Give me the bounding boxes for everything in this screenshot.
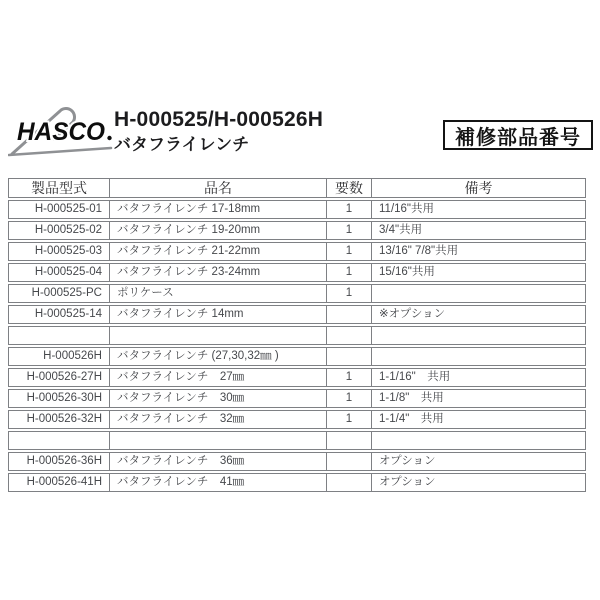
cell-model: H-000525-14 xyxy=(34,308,102,320)
cell-name: バタフライレンチ 17-18mm xyxy=(109,201,326,218)
col-header-note: 備考 xyxy=(371,179,585,197)
cell-note: 11/16"共用 xyxy=(371,201,585,218)
cell-model: H-000525-02 xyxy=(34,224,102,236)
cell-qty xyxy=(326,474,371,491)
cell-qty xyxy=(326,453,371,470)
cell-model: H-000525-04 xyxy=(34,266,102,278)
cell-name: バタフライレンチ 30㎜ xyxy=(109,390,326,407)
cell-note xyxy=(371,348,585,365)
cell-qty: 1 xyxy=(326,285,371,302)
table-row xyxy=(8,284,586,303)
hasco-logo xyxy=(8,102,114,168)
cell-model: H-000526-41H xyxy=(26,476,102,488)
cell-note: 1-1/4" 共用 xyxy=(371,411,585,428)
cell-qty: 1 xyxy=(326,201,371,218)
table-row xyxy=(8,473,586,492)
title-block xyxy=(114,108,323,155)
cell-name: ポリケース xyxy=(109,285,326,302)
cell-note: 13/16" 7/8"共用 xyxy=(371,243,585,260)
cell-note: オプション xyxy=(371,453,585,470)
col-header-qty: 要数 xyxy=(326,179,371,197)
col-header-model: 製品型式 xyxy=(31,180,87,196)
table-row xyxy=(8,221,586,240)
cell-name: バタフライレンチ 36㎜ xyxy=(109,453,326,470)
col-header-name: 品名 xyxy=(109,179,326,197)
cell-model: H-000525-PC xyxy=(31,287,102,299)
parts-table xyxy=(8,178,586,494)
cell-qty: 1 xyxy=(326,390,371,407)
table-row xyxy=(8,326,586,345)
cell-qty xyxy=(326,306,371,323)
repair-parts-badge-label: 補修部品番号 xyxy=(455,126,581,149)
logo-baseline-stroke xyxy=(9,148,111,155)
cell-note xyxy=(371,327,585,344)
cell-model xyxy=(9,327,109,344)
cell-note: 3/4"共用 xyxy=(371,222,585,239)
cell-note xyxy=(371,285,585,302)
table-row xyxy=(8,410,586,429)
cell-qty: 1 xyxy=(326,369,371,386)
cell-qty: 1 xyxy=(326,264,371,281)
table-row xyxy=(8,200,586,219)
cell-qty xyxy=(326,348,371,365)
cell-name: バタフライレンチ 21-22mm xyxy=(109,243,326,260)
cell-qty xyxy=(326,327,371,344)
cell-note: 15/16"共用 xyxy=(371,264,585,281)
table-row xyxy=(8,431,586,450)
cell-note xyxy=(371,432,585,449)
cell-model: H-000526-36H xyxy=(26,455,102,467)
cell-qty: 1 xyxy=(326,222,371,239)
cell-name: バタフライレンチ 19-20mm xyxy=(109,222,326,239)
cell-name: バタフライレンチ 27㎜ xyxy=(109,369,326,386)
cell-note: オプション xyxy=(371,474,585,491)
cell-name: バタフライレンチ (27,30,32㎜ ) xyxy=(109,348,326,365)
cell-name: バタフライレンチ 23-24mm xyxy=(109,264,326,281)
cell-qty: 1 xyxy=(326,411,371,428)
cell-name xyxy=(109,327,326,344)
product-name-subtitle: バタフライレンチ xyxy=(114,135,250,154)
cell-name: バタフライレンチ 32㎜ xyxy=(109,411,326,428)
table-row xyxy=(8,389,586,408)
cell-note: 1-1/16" 共用 xyxy=(371,369,585,386)
product-code-title: H-000525/H-000526H xyxy=(114,108,324,131)
logo-wordmark: HASCO xyxy=(17,118,106,146)
cell-model: H-000526-32H xyxy=(26,413,102,425)
cell-model xyxy=(9,432,109,449)
cell-name xyxy=(109,432,326,449)
cell-note: ※オプション xyxy=(371,306,585,323)
cell-name: バタフライレンチ 41㎜ xyxy=(109,474,326,491)
table-body xyxy=(8,200,586,492)
table-row xyxy=(8,242,586,261)
cell-model: H-000525-01 xyxy=(34,203,102,215)
cell-qty: 1 xyxy=(326,243,371,260)
table-header-row xyxy=(8,178,586,198)
repair-parts-badge xyxy=(443,120,593,150)
cell-model: H-000526H xyxy=(43,350,102,362)
cell-qty xyxy=(326,432,371,449)
cell-model: H-000526-30H xyxy=(26,392,102,404)
table-row xyxy=(8,452,586,471)
cell-model: H-000525-03 xyxy=(34,245,102,257)
cell-name: バタフライレンチ 14mm xyxy=(109,306,326,323)
table-row xyxy=(8,347,586,366)
logo-dot xyxy=(107,136,111,140)
hasco-logo-graphic xyxy=(8,102,114,168)
table-row xyxy=(8,368,586,387)
cell-model: H-000526-27H xyxy=(26,371,102,383)
cell-note: 1-1/8" 共用 xyxy=(371,390,585,407)
table-row xyxy=(8,305,586,324)
table-row xyxy=(8,263,586,282)
